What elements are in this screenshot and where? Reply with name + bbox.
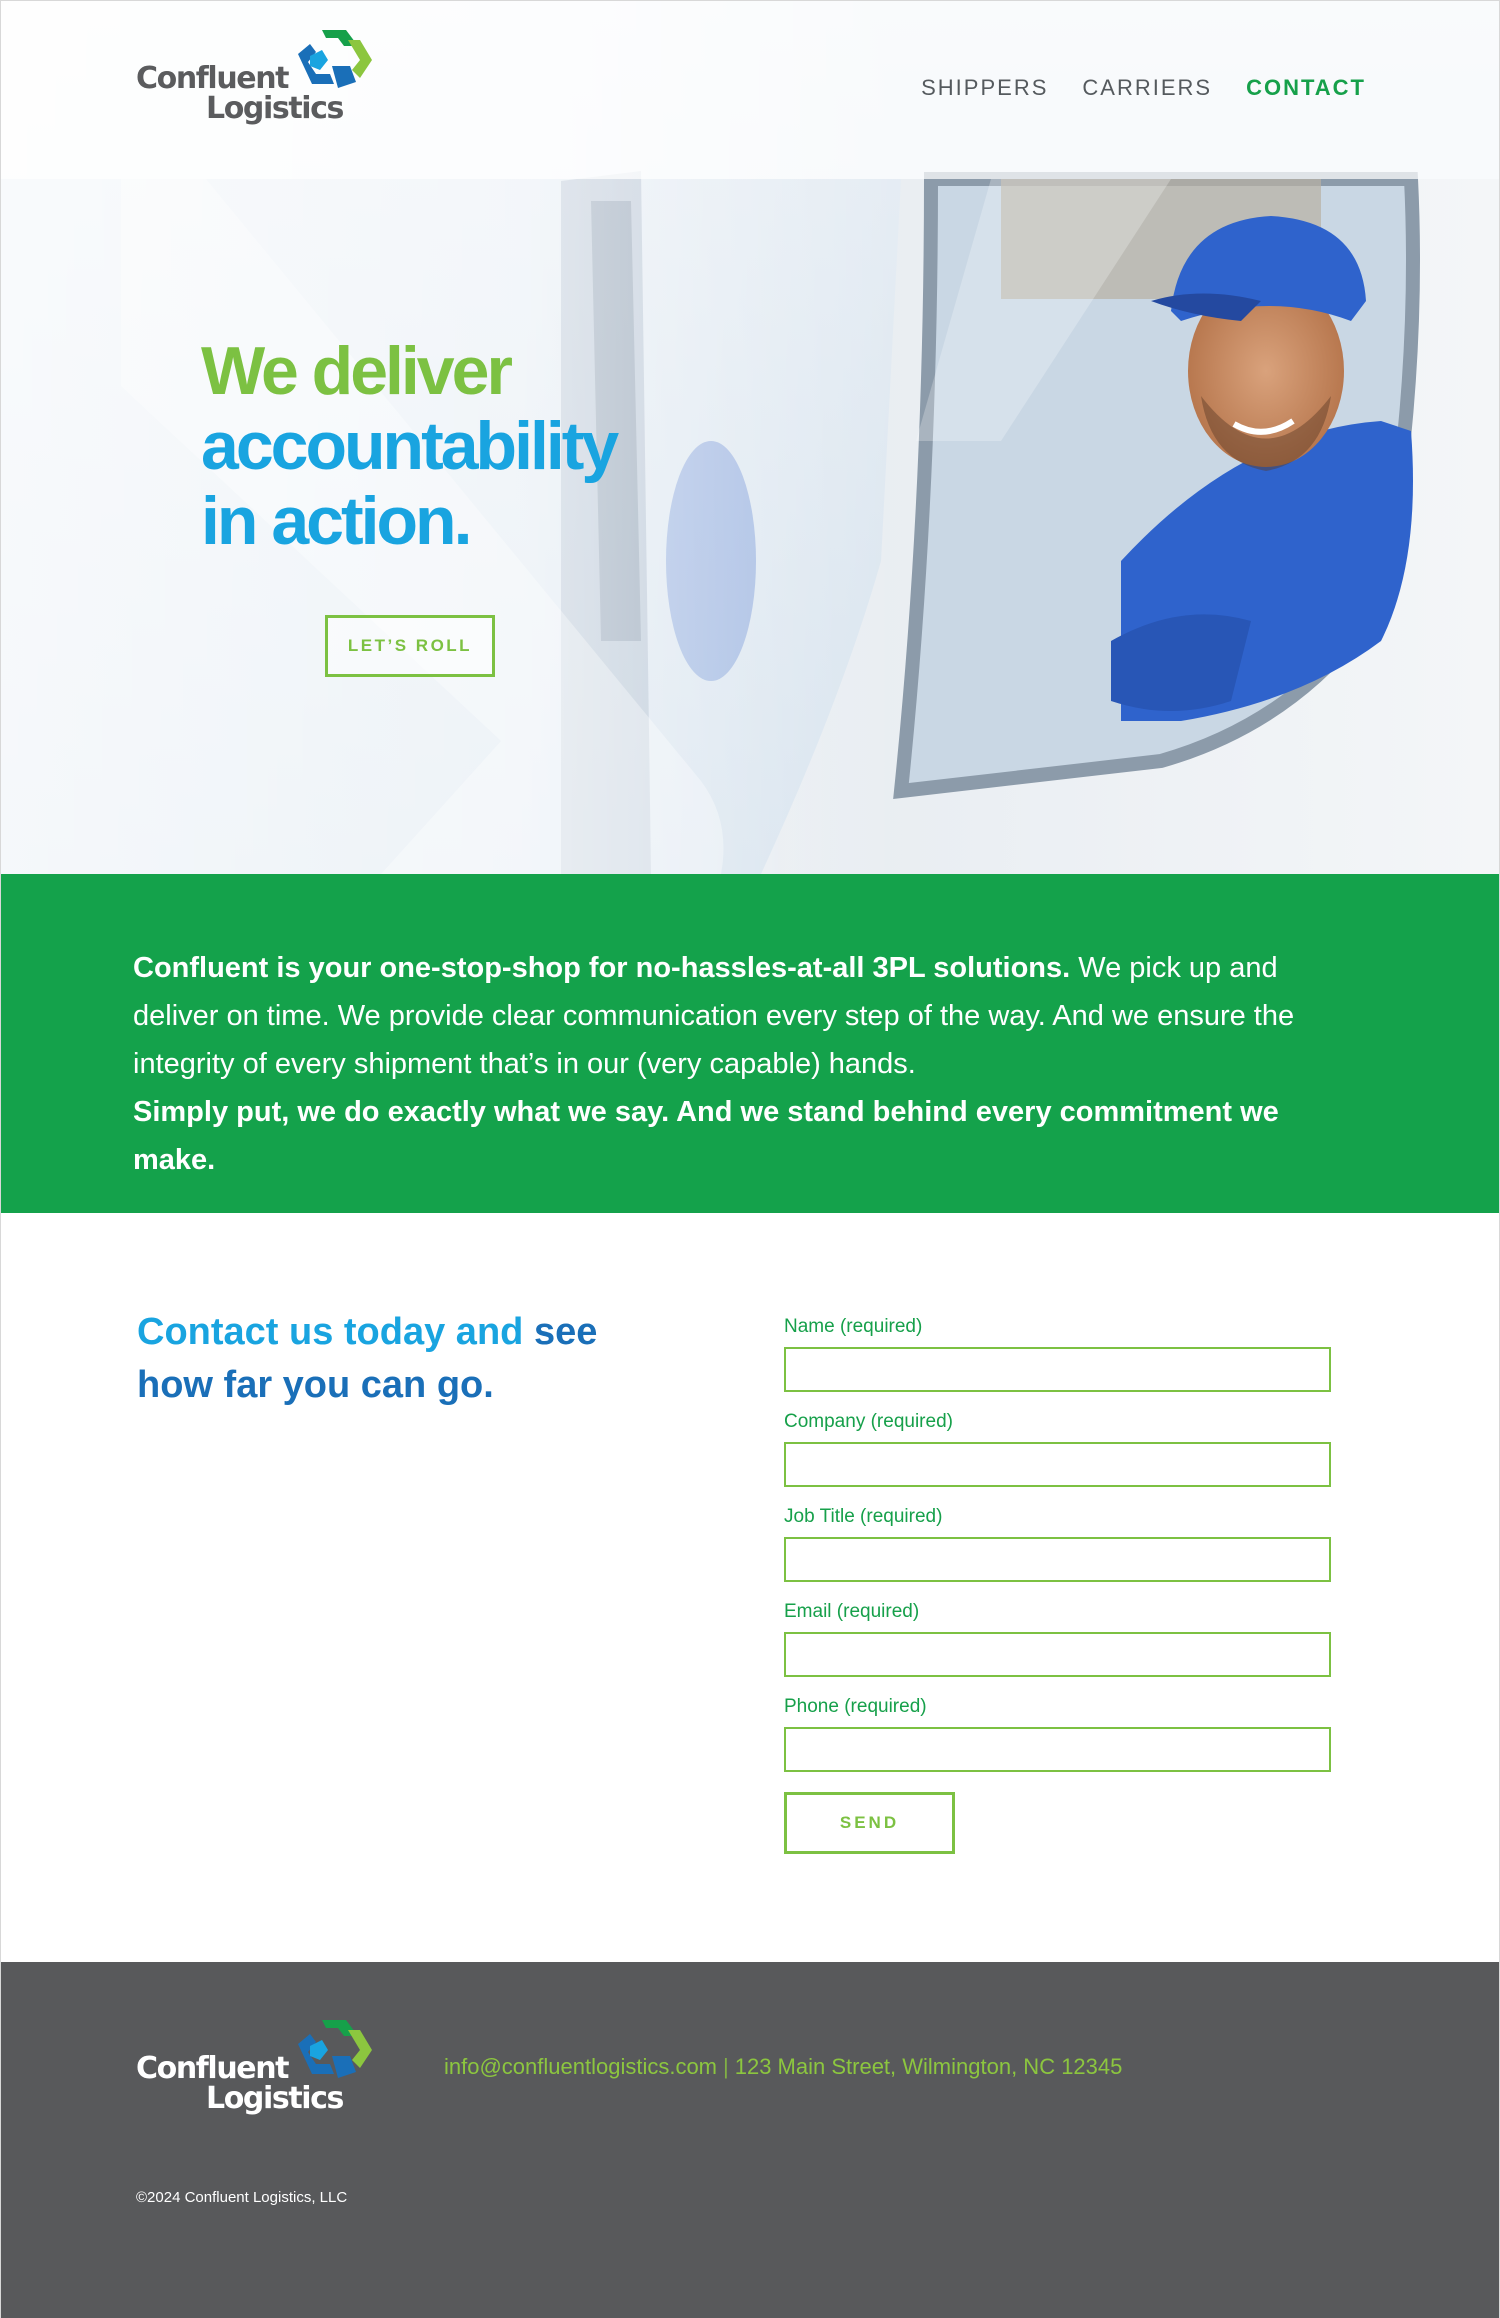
hero-headline [201,334,616,559]
footer-email-link[interactable]: info@confluentlogistics.com [444,2054,718,2079]
footer-logo[interactable] [136,2016,376,2126]
send-button[interactable]: SEND [784,1792,955,1854]
headline-line-1: We deliver [201,333,510,409]
intro-paragraph [133,944,1367,1088]
phone-field [784,1694,1332,1772]
logo-line-1: Confluent [136,61,289,96]
email-field [784,1599,1332,1677]
contact-form [784,1314,1332,1854]
brand-logo[interactable] [136,26,376,136]
site-header [1,1,1499,179]
footer-logo-line-1: Confluent [136,2051,289,2086]
name-field [784,1314,1332,1392]
footer-contact-info [444,2054,1122,2080]
headline-line-3: in action. [201,483,470,559]
job-title-field [784,1504,1332,1582]
site-footer [1,1962,1499,2318]
contact-heading-part-1: Contact us today and [137,1311,524,1353]
contact-heading-line-1 [137,1306,597,1359]
intro-bold-lead: Confluent is your one-stop-shop for no-hassles-at-all 3PL solutions. [133,952,1071,984]
company-field [784,1409,1332,1487]
footer-logo-wordmark [136,2051,344,2116]
name-label: Name (required) [784,1316,923,1337]
footer-copyright: ©2024 Confluent Logistics, LLC [136,2189,348,2206]
job-title-label: Job Title (required) [784,1506,943,1527]
phone-label: Phone (required) [784,1696,927,1717]
lets-roll-button[interactable]: LET’S ROLL [325,615,495,677]
company-label: Company (required) [784,1411,953,1432]
contact-heading-part-2: see [533,1311,598,1353]
job-title-input[interactable] [784,1537,1331,1582]
contact-heading-line-2: how far you can go. [137,1364,494,1406]
logo-line-2: Logistics [206,91,344,126]
logo-wordmark [136,61,344,126]
intro-band [1,874,1499,1213]
contact-heading [137,1306,597,1412]
headline-line-2: accountability [201,408,617,484]
email-input[interactable] [784,1632,1331,1677]
footer-logo-line-2: Logistics [206,2081,344,2116]
nav-carriers[interactable]: CARRIERS [1082,75,1213,100]
footer-address: 123 Main Street, Wilmington, NC 12345 [734,2054,1123,2079]
main-nav [921,75,1366,101]
nav-contact[interactable]: CONTACT [1246,75,1366,100]
phone-input[interactable] [784,1727,1331,1772]
name-input[interactable] [784,1347,1331,1392]
footer-separator: | [723,2054,729,2079]
hero-section [1,1,1499,874]
intro-body: We pick up and deliver on time. We provide clear communication every step of the way. And we ensure the integrity of every shipment that’s in our (very capable) hands. [133,952,1295,1080]
nav-shippers[interactable]: SHIPPERS [921,75,1049,100]
intro-bold-closing: Simply put, we do exactly what we say. And we stand behind every commitment we make. [133,1096,1279,1176]
email-label: Email (required) [784,1601,920,1622]
company-input[interactable] [784,1442,1331,1487]
